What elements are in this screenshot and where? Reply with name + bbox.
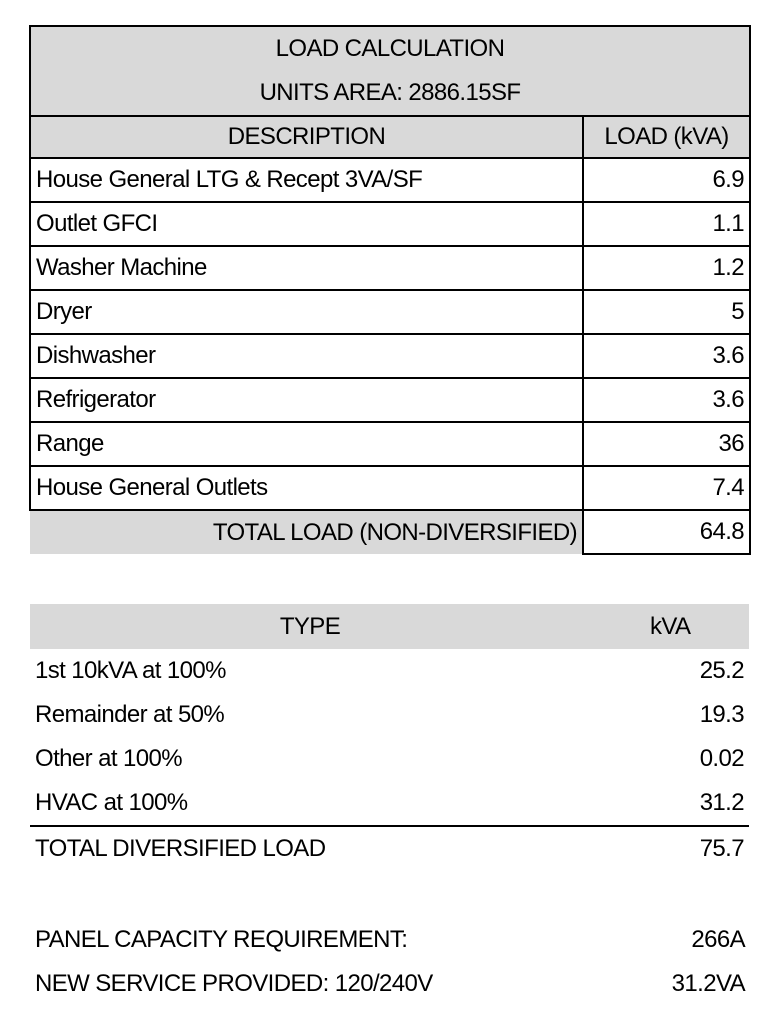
table-row <box>30 202 750 246</box>
panel-capacity-label: PANEL CAPACITY REQUIREMENT: <box>35 926 408 953</box>
kva-value: 31.2 <box>590 781 749 826</box>
load-description: Range <box>30 422 583 466</box>
table-row <box>30 781 749 826</box>
total-load-row <box>30 510 750 554</box>
kva-value: 19.3 <box>699 701 744 728</box>
load-value: 1.2 <box>583 246 750 290</box>
load-table-title-cell <box>30 26 750 116</box>
table-row <box>30 246 750 290</box>
table-row <box>30 334 750 378</box>
table-row <box>30 422 750 466</box>
table-row <box>30 158 750 202</box>
load-calculation-table <box>29 25 751 555</box>
load-description: Washer Machine <box>30 246 583 290</box>
total-load-value: 64.8 <box>583 510 750 554</box>
type-label: Remainder at 50% <box>35 701 225 728</box>
total-load-label: TOTAL LOAD (NON-DIVERSIFIED) <box>30 510 583 554</box>
diversified-header-row <box>30 604 749 649</box>
new-service-row <box>35 962 745 1006</box>
load-value: 7.4 <box>583 466 750 510</box>
table-row <box>30 649 749 693</box>
load-value: 6.9 <box>583 158 750 202</box>
column-header-load: LOAD (kVA) <box>583 116 750 158</box>
load-value: 5 <box>583 290 750 334</box>
table-row <box>30 290 750 334</box>
load-value: 3.6 <box>583 378 750 422</box>
kva-value: 0.02 <box>699 745 744 772</box>
load-value: 36 <box>583 422 750 466</box>
load-table-title: LOAD CALCULATION <box>275 35 505 62</box>
type-label: HVAC at 100% <box>30 781 590 826</box>
total-diversified-row <box>30 826 749 871</box>
panel-capacity-row <box>35 918 745 962</box>
load-value: 1.1 <box>583 202 750 246</box>
column-header-kva: kVA <box>590 604 749 649</box>
type-label: Other at 100% <box>35 745 182 772</box>
type-label: 1st 10kVA at 100% <box>35 657 226 684</box>
load-description: Dryer <box>30 290 583 334</box>
load-table-header-row <box>30 116 750 158</box>
table-row <box>30 378 750 422</box>
total-diversified-label: TOTAL DIVERSIFIED LOAD <box>35 835 326 862</box>
load-description: Dishwasher <box>30 334 583 378</box>
column-header-type: TYPE <box>30 604 590 649</box>
column-header-description: DESCRIPTION <box>30 116 583 158</box>
diversified-load-table <box>30 604 749 871</box>
table-row <box>30 466 750 510</box>
new-service-label: NEW SERVICE PROVIDED: 120/240V <box>35 970 433 997</box>
load-table-subtitle: UNITS AREA: 2886.15SF <box>259 79 521 106</box>
total-diversified-value: 75.7 <box>699 835 744 862</box>
new-service-value: 31.2VA <box>671 970 745 997</box>
table-row <box>30 737 749 781</box>
load-description: House General LTG & Recept 3VA/SF <box>30 158 583 202</box>
table-row <box>30 693 749 737</box>
load-description: House General Outlets <box>30 466 583 510</box>
load-description: Outlet GFCI <box>30 202 583 246</box>
kva-value: 25.2 <box>699 657 744 684</box>
load-description: Refrigerator <box>30 378 583 422</box>
load-value: 3.6 <box>583 334 750 378</box>
panel-capacity-value: 266A <box>691 926 745 953</box>
